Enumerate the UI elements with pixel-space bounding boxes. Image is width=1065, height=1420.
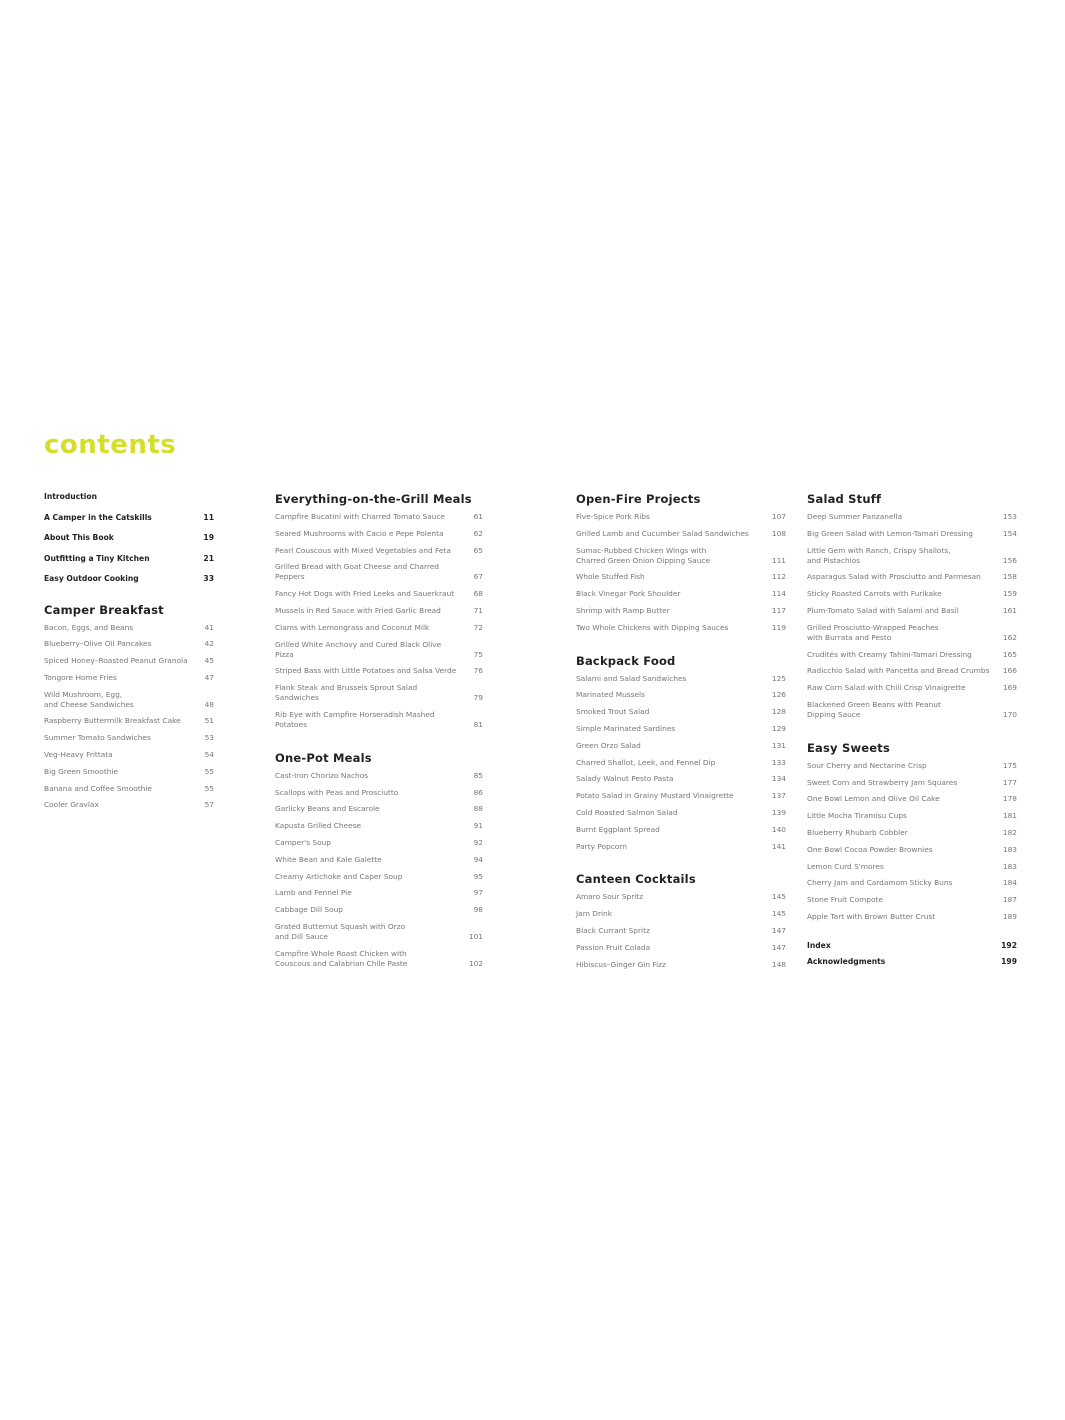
toc-entry[interactable] bbox=[44, 656, 214, 666]
toc-entry[interactable] bbox=[44, 690, 214, 710]
entry-page: 62 bbox=[473, 528, 483, 538]
entry-page: 101 bbox=[468, 931, 483, 941]
entry-page: 137 bbox=[771, 791, 786, 801]
entry-page: 199 bbox=[1001, 956, 1017, 966]
entry-label: Sweet Corn and Strawberry Jam Squares bbox=[807, 777, 958, 787]
toc-entry[interactable] bbox=[576, 623, 786, 633]
toc-entry[interactable] bbox=[275, 710, 483, 730]
toc-entry[interactable] bbox=[275, 872, 483, 882]
entry-label: Passion Fruit Colada bbox=[576, 942, 651, 952]
entry-label: Grilled Lamb and Cucumber Salad Sandwiches bbox=[576, 528, 749, 538]
toc-entry[interactable] bbox=[807, 828, 1017, 838]
entry-label: Blueberry–Olive Oil Pancakes bbox=[44, 639, 152, 649]
entry-label: Creamy Artichoke and Caper Soup bbox=[275, 871, 403, 881]
entry-label: Clams with Lemongrass and Coconut Milk bbox=[275, 622, 430, 632]
toc-entry[interactable] bbox=[275, 683, 483, 703]
entry-label: Deep Summer Panzanella bbox=[807, 512, 903, 521]
toc-entry[interactable] bbox=[576, 589, 786, 599]
toc-entry[interactable] bbox=[807, 895, 1017, 905]
entry-page: 98 bbox=[473, 905, 483, 915]
entry-page: 158 bbox=[1002, 572, 1017, 582]
entry-label: Camper's Soup bbox=[275, 837, 331, 847]
toc-entry[interactable] bbox=[275, 949, 483, 969]
entry-page: 76 bbox=[473, 666, 483, 676]
entry-label: Bacon, Eggs, and Beans bbox=[44, 622, 134, 632]
entry-label: Hibiscus–Ginger Gin Fizz bbox=[576, 959, 666, 969]
toc-column-1 bbox=[44, 492, 214, 817]
entry-page: 162 bbox=[1002, 632, 1017, 642]
entry-label: Sumac-Rubbed Chicken Wings with Charred Green Onion Dipping Sauce bbox=[576, 545, 711, 565]
toc-entry[interactable] bbox=[807, 778, 1017, 788]
entry-label: Two Whole Chickens with Dipping Sauces bbox=[576, 622, 729, 632]
entry-label: One Bowl Cocoa Powder Brownies bbox=[807, 844, 933, 854]
toc-entry[interactable] bbox=[576, 926, 786, 936]
toc-entry[interactable] bbox=[807, 546, 1017, 566]
toc-entry[interactable] bbox=[807, 862, 1017, 872]
entry-label: Plum-Tomato Salad with Salami and Basil bbox=[807, 605, 959, 615]
entry-label: Lemon Curd S'mores bbox=[807, 861, 884, 871]
toc-entry[interactable] bbox=[576, 758, 786, 768]
entry-page: 97 bbox=[473, 888, 483, 898]
entry-label: Cabbage Dill Soup bbox=[275, 905, 343, 915]
section-easy-sweets bbox=[807, 741, 1017, 922]
entry-page: 147 bbox=[771, 942, 786, 952]
entry-label: Cast-Iron Chorizo Nachos bbox=[275, 770, 369, 780]
entry-page: 85 bbox=[473, 770, 483, 780]
entry-label: White Bean and Kale Galette bbox=[275, 854, 382, 864]
entry-page: 81 bbox=[473, 719, 483, 729]
section-one-pot-meals bbox=[275, 751, 483, 969]
toc-entry[interactable] bbox=[807, 666, 1017, 676]
entry-page: 177 bbox=[1002, 777, 1017, 787]
spacer bbox=[576, 640, 786, 654]
entry-page: 95 bbox=[473, 871, 483, 881]
section-heading[interactable]: Everything-on-the-Grill Meals bbox=[275, 492, 472, 506]
entry-page: 102 bbox=[468, 958, 483, 968]
entry-page: 91 bbox=[473, 821, 483, 831]
entry-page: 141 bbox=[771, 841, 786, 851]
entry-page: 189 bbox=[1002, 911, 1017, 921]
entry-label: Flank Steak and Brussels Sprout Salad Sandwiches bbox=[275, 683, 418, 703]
toc-entry[interactable] bbox=[44, 574, 214, 584]
entry-label: Kapusta Grilled Cheese bbox=[275, 821, 362, 831]
entry-page: 129 bbox=[771, 723, 786, 733]
entry-label: Burnt Eggplant Spread bbox=[576, 824, 660, 834]
toc-entry[interactable] bbox=[44, 673, 214, 683]
entry-page: 181 bbox=[1002, 811, 1017, 821]
toc-entry[interactable] bbox=[275, 771, 483, 781]
entry-page: 75 bbox=[473, 649, 483, 659]
entry-page: 11 bbox=[203, 512, 214, 522]
entry-label: Five-Spice Pork Ribs bbox=[576, 512, 650, 521]
entry-page: 33 bbox=[203, 574, 214, 583]
toc-entry[interactable] bbox=[275, 821, 483, 831]
entry-page: 119 bbox=[771, 622, 786, 632]
entry-label: Charred Shallot, Leek, and Fennel Dip bbox=[576, 757, 716, 767]
toc-entry[interactable] bbox=[807, 529, 1017, 539]
toc-entry[interactable] bbox=[576, 529, 786, 539]
entry-page: 187 bbox=[1002, 895, 1017, 905]
entry-page: 175 bbox=[1002, 760, 1017, 770]
entry-page: 57 bbox=[204, 800, 214, 810]
section-open-fire-projects bbox=[576, 492, 786, 633]
toc-entry[interactable] bbox=[576, 741, 786, 751]
entry-page: 65 bbox=[473, 545, 483, 555]
entry-label: Introduction bbox=[44, 492, 98, 501]
entry-label: Apple Tart with Brown Butter Crust bbox=[807, 911, 936, 921]
entry-page: 161 bbox=[1002, 605, 1017, 615]
section-backpack-food bbox=[576, 654, 786, 852]
toc-entry[interactable] bbox=[576, 774, 786, 784]
entry-label: Black Currant Spritz bbox=[576, 925, 650, 935]
toc-entry[interactable] bbox=[807, 878, 1017, 888]
entry-page: 154 bbox=[1002, 528, 1017, 538]
entry-page: 61 bbox=[473, 512, 483, 521]
entry-label: Cooler Gravlax bbox=[44, 800, 99, 810]
entry-page: 79 bbox=[473, 693, 483, 703]
toc-entry[interactable] bbox=[807, 683, 1017, 693]
toc-entry[interactable] bbox=[44, 767, 214, 777]
entry-page: 153 bbox=[1002, 512, 1017, 521]
entry-label: Acknowledgments bbox=[807, 956, 886, 966]
entry-label: Scallops with Peas and Prosciutto bbox=[275, 787, 399, 797]
spacer bbox=[807, 929, 1017, 941]
toc-entry[interactable] bbox=[807, 623, 1017, 643]
entry-label: Stone Fruit Compote bbox=[807, 895, 883, 905]
toc-entry[interactable] bbox=[275, 529, 483, 539]
toc-entry[interactable] bbox=[576, 808, 786, 818]
entry-label: Raw Corn Salad with Chili Crisp Vinaigrette bbox=[807, 683, 966, 693]
entry-page: 125 bbox=[771, 673, 786, 683]
page-title: contents bbox=[44, 430, 177, 460]
toc-entry[interactable] bbox=[275, 606, 483, 616]
toc-entry[interactable] bbox=[44, 533, 214, 543]
toc-entry[interactable] bbox=[275, 640, 483, 660]
toc-entry[interactable] bbox=[807, 811, 1017, 821]
toc-entry[interactable] bbox=[275, 922, 483, 942]
entry-page: 111 bbox=[771, 555, 786, 565]
entry-label: Little Mocha Tiramisu Cups bbox=[807, 811, 907, 821]
section-camper-breakfast bbox=[44, 603, 214, 811]
spacer bbox=[275, 737, 483, 751]
toc-entry[interactable] bbox=[44, 800, 214, 810]
entry-page: 178 bbox=[1002, 794, 1017, 804]
entry-label: Asparagus Salad with Prosciutto and Parmesan bbox=[807, 572, 981, 582]
entry-label: Summer Tomato Sandwiches bbox=[44, 733, 151, 743]
entry-label: Whole Stuffed Fish bbox=[576, 572, 645, 582]
entry-page: 166 bbox=[1002, 666, 1017, 676]
section-heading[interactable]: Open-Fire Projects bbox=[576, 492, 701, 506]
entry-page: 55 bbox=[204, 783, 214, 793]
entry-label: Grilled White Anchovy and Cured Black Olive Pizza bbox=[275, 639, 442, 659]
toc-entry[interactable] bbox=[807, 572, 1017, 582]
entry-label: Spiced Honey–Roasted Peanut Granola bbox=[44, 656, 188, 666]
toc-column-3 bbox=[576, 492, 786, 976]
entry-label: Lamb and Fennel Pie bbox=[275, 888, 352, 898]
section-heading[interactable]: Salad Stuff bbox=[807, 492, 882, 506]
entry-label: Potato Salad in Grainy Mustard Vinaigrette bbox=[576, 791, 734, 801]
entry-page: 182 bbox=[1002, 827, 1017, 837]
toc-entry[interactable] bbox=[44, 784, 214, 794]
toc-entry[interactable] bbox=[275, 589, 483, 599]
entry-page: 108 bbox=[771, 528, 786, 538]
toc-entry[interactable] bbox=[44, 513, 214, 523]
section-heading[interactable]: Easy Sweets bbox=[807, 740, 891, 755]
entry-label: Cherry Jam and Cardamom Sticky Buns bbox=[807, 878, 953, 888]
entry-page: 147 bbox=[771, 925, 786, 935]
entry-label: Campfire Whole Roast Chicken with Couscous and Calabrian Chile Paste bbox=[275, 948, 408, 968]
entry-page: 140 bbox=[771, 824, 786, 834]
toc-entry[interactable] bbox=[576, 892, 786, 902]
entry-label: Index bbox=[807, 940, 831, 950]
toc-column-2 bbox=[275, 492, 483, 976]
entry-page: 183 bbox=[1002, 861, 1017, 871]
toc-entry[interactable] bbox=[275, 562, 483, 582]
entry-page: 92 bbox=[473, 837, 483, 847]
toc-entry[interactable] bbox=[576, 546, 786, 566]
toc-entry[interactable] bbox=[275, 888, 483, 898]
entry-page: 114 bbox=[771, 589, 786, 599]
toc-entry[interactable] bbox=[576, 842, 786, 852]
entry-page: 68 bbox=[473, 589, 483, 599]
entry-page: 145 bbox=[771, 892, 786, 902]
entry-label: Garlicky Beans and Escarole bbox=[275, 804, 380, 814]
toc-entry[interactable] bbox=[807, 845, 1017, 855]
entry-page: 67 bbox=[473, 572, 483, 582]
toc-entry[interactable] bbox=[576, 690, 786, 700]
toc-entry[interactable] bbox=[44, 492, 214, 502]
toc-entry[interactable] bbox=[275, 804, 483, 814]
toc-entry[interactable] bbox=[807, 761, 1017, 771]
entry-page: 112 bbox=[771, 572, 786, 582]
toc-entry[interactable] bbox=[44, 733, 214, 743]
entry-page: 45 bbox=[204, 656, 214, 666]
entry-label: Sour Cherry and Nectarine Crisp bbox=[807, 760, 927, 770]
entry-label: Mussels in Red Sauce with Fried Garlic Bread bbox=[275, 605, 441, 615]
toc-entry[interactable] bbox=[576, 572, 786, 582]
toc-entry[interactable] bbox=[44, 716, 214, 726]
toc-entry[interactable] bbox=[576, 707, 786, 717]
toc-entry[interactable] bbox=[576, 960, 786, 970]
toc-entry[interactable] bbox=[807, 700, 1017, 720]
entry-label: Crudités with Creamy Tahini-Tamari Dressing bbox=[807, 649, 972, 659]
entry-page: 184 bbox=[1002, 878, 1017, 888]
toc-entry[interactable] bbox=[275, 838, 483, 848]
entry-label: Grilled Bread with Goat Cheese and Charred Peppers bbox=[275, 562, 439, 582]
section-heading[interactable]: One-Pot Meals bbox=[275, 750, 372, 765]
entry-label: Striped Bass with Little Potatoes and Salsa Verde bbox=[275, 666, 457, 676]
entry-label: Tongore Home Fries bbox=[44, 672, 117, 682]
entry-page: 107 bbox=[771, 512, 786, 521]
entry-label: Campfire Bucatini with Charred Tomato Sauce bbox=[275, 512, 445, 521]
toc-entry[interactable] bbox=[44, 554, 214, 564]
entry-label: Amaro Sour Spritz bbox=[576, 892, 644, 902]
entry-page: 71 bbox=[473, 605, 483, 615]
toc-entry[interactable] bbox=[275, 788, 483, 798]
entry-label: Blueberry Rhubarb Cobbler bbox=[807, 827, 908, 837]
toc-entry[interactable] bbox=[807, 650, 1017, 660]
entry-label: Banana and Coffee Smoothie bbox=[44, 783, 152, 793]
entry-label: Little Gem with Ranch, Crispy Shallots, and Pistachios bbox=[807, 545, 951, 565]
entry-page: 139 bbox=[771, 807, 786, 817]
toc-entry[interactable] bbox=[576, 674, 786, 684]
section-heading[interactable]: Camper Breakfast bbox=[44, 602, 164, 617]
entry-label: Easy Outdoor Cooking bbox=[44, 574, 139, 583]
toc-entry[interactable] bbox=[576, 606, 786, 616]
entry-label: Outfitting a Tiny Kitchen bbox=[44, 553, 150, 563]
section-heading[interactable]: Canteen Cocktails bbox=[576, 872, 696, 887]
entry-page: 133 bbox=[771, 757, 786, 767]
toc-entry[interactable] bbox=[807, 941, 1017, 951]
toc-entry[interactable] bbox=[807, 957, 1017, 967]
toc-entry[interactable] bbox=[576, 825, 786, 835]
toc-entry[interactable] bbox=[807, 606, 1017, 616]
entry-label: Pearl Couscous with Mixed Vegetables and Feta bbox=[275, 545, 451, 555]
entry-page: 165 bbox=[1002, 649, 1017, 659]
entry-label: Raspberry Buttermilk Breakfast Cake bbox=[44, 716, 181, 726]
entry-label: Fancy Hot Dogs with Fried Leeks and Sauerkraut bbox=[275, 589, 455, 599]
entry-page: 128 bbox=[771, 707, 786, 717]
entry-page: 88 bbox=[473, 804, 483, 814]
toc-entry[interactable] bbox=[807, 589, 1017, 599]
toc-entry[interactable] bbox=[44, 639, 214, 649]
entry-page: 170 bbox=[1002, 709, 1017, 719]
entry-page: 134 bbox=[771, 774, 786, 784]
entry-page: 156 bbox=[1002, 555, 1017, 565]
toc-entry[interactable] bbox=[275, 546, 483, 556]
section-heading[interactable]: Backpack Food bbox=[576, 653, 676, 668]
entry-label: Grilled Prosciutto-Wrapped Peaches with Burrata and Pesto bbox=[807, 622, 939, 642]
toc-entry[interactable] bbox=[44, 623, 214, 633]
toc-entry[interactable] bbox=[44, 750, 214, 760]
toc-entry[interactable] bbox=[275, 666, 483, 676]
entry-label: One Bowl Lemon and Olive Oil Cake bbox=[807, 794, 940, 804]
entry-page: 47 bbox=[204, 672, 214, 682]
spacer bbox=[807, 727, 1017, 741]
entry-label: Sticky Roasted Carrots with Furikake bbox=[807, 589, 942, 599]
entry-page: 86 bbox=[473, 787, 483, 797]
section-salad-stuff bbox=[807, 492, 1017, 720]
entry-label: Green Orzo Salad bbox=[576, 740, 641, 750]
entry-page: 72 bbox=[473, 622, 483, 632]
entry-label: Veg-Heavy Frittata bbox=[44, 750, 113, 760]
entry-label: Jam Drink bbox=[576, 909, 613, 919]
toc-entry[interactable] bbox=[576, 943, 786, 953]
entry-label: Cold Roasted Salmon Salad bbox=[576, 807, 678, 817]
entry-page: 55 bbox=[204, 766, 214, 776]
entry-page: 21 bbox=[203, 553, 214, 563]
entry-page: 54 bbox=[204, 750, 214, 760]
toc-entry[interactable] bbox=[807, 512, 1017, 522]
entry-label: Wild Mushroom, Egg, and Cheese Sandwiches bbox=[44, 689, 134, 709]
entry-page: 183 bbox=[1002, 844, 1017, 854]
entry-label: Marinated Mussels bbox=[576, 690, 645, 700]
entry-label: About This Book bbox=[44, 533, 114, 542]
spacer bbox=[44, 595, 214, 603]
entry-label: Party Popcorn bbox=[576, 841, 627, 851]
entry-page: 148 bbox=[771, 959, 786, 969]
entry-label: Big Green Salad with Lemon-Tamari Dressing bbox=[807, 528, 973, 538]
entry-label: Black Vinegar Pork Shoulder bbox=[576, 589, 681, 599]
toc-entry[interactable] bbox=[576, 512, 786, 522]
entry-label: A Camper in the Catskills bbox=[44, 512, 152, 522]
entry-label: Rib Eye with Campfire Horseradish Mashed Potatoes bbox=[275, 709, 435, 729]
entry-label: Shrimp with Ramp Butter bbox=[576, 605, 670, 615]
entry-page: 42 bbox=[204, 639, 214, 649]
toc-entry[interactable] bbox=[807, 794, 1017, 804]
entry-page: 48 bbox=[204, 699, 214, 709]
entry-page: 19 bbox=[203, 533, 214, 542]
spacer bbox=[576, 858, 786, 872]
entry-label: Simple Marinated Sardines bbox=[576, 723, 676, 733]
entry-page: 41 bbox=[204, 622, 214, 632]
entry-label: Salady Walnut Pesto Pasta bbox=[576, 774, 674, 784]
entry-page: 169 bbox=[1002, 683, 1017, 693]
toc-entry[interactable] bbox=[275, 512, 483, 522]
section-canteen-cocktails bbox=[576, 872, 786, 969]
entry-label: Seared Mushrooms with Cacio e Pepe Polenta bbox=[275, 528, 444, 538]
entry-label: Big Green Smoothie bbox=[44, 766, 119, 776]
entry-page: 94 bbox=[473, 854, 483, 864]
toc-entry[interactable] bbox=[275, 623, 483, 633]
toc-entry[interactable] bbox=[576, 724, 786, 734]
toc-entry[interactable] bbox=[576, 791, 786, 801]
entry-label: Smoked Trout Salad bbox=[576, 707, 650, 717]
entry-label: Grated Butternut Squash with Orzo and Dill Sauce bbox=[275, 921, 406, 941]
entry-page: 53 bbox=[204, 733, 214, 743]
toc-entry[interactable] bbox=[275, 855, 483, 865]
entry-page: 159 bbox=[1002, 589, 1017, 599]
entry-page: 145 bbox=[771, 909, 786, 919]
entry-page: 117 bbox=[771, 605, 786, 615]
entry-label: Blackened Green Beans with Peanut Dipping Sauce bbox=[807, 699, 941, 719]
back-matter bbox=[807, 941, 1017, 967]
entry-page: 126 bbox=[771, 690, 786, 700]
toc-entry[interactable] bbox=[275, 905, 483, 915]
entry-page: 192 bbox=[1001, 940, 1017, 950]
toc-entry[interactable] bbox=[576, 909, 786, 919]
toc-column-4 bbox=[807, 492, 1017, 977]
entry-page: 131 bbox=[771, 740, 786, 750]
section-grill-meals bbox=[275, 492, 483, 730]
entry-page: 51 bbox=[204, 716, 214, 726]
entry-label: Salami and Salad Sandwiches bbox=[576, 673, 687, 683]
front-matter bbox=[44, 492, 214, 584]
entry-label: Radicchio Salad with Pancetta and Bread Crumbs bbox=[807, 666, 990, 676]
toc-entry[interactable] bbox=[807, 912, 1017, 922]
